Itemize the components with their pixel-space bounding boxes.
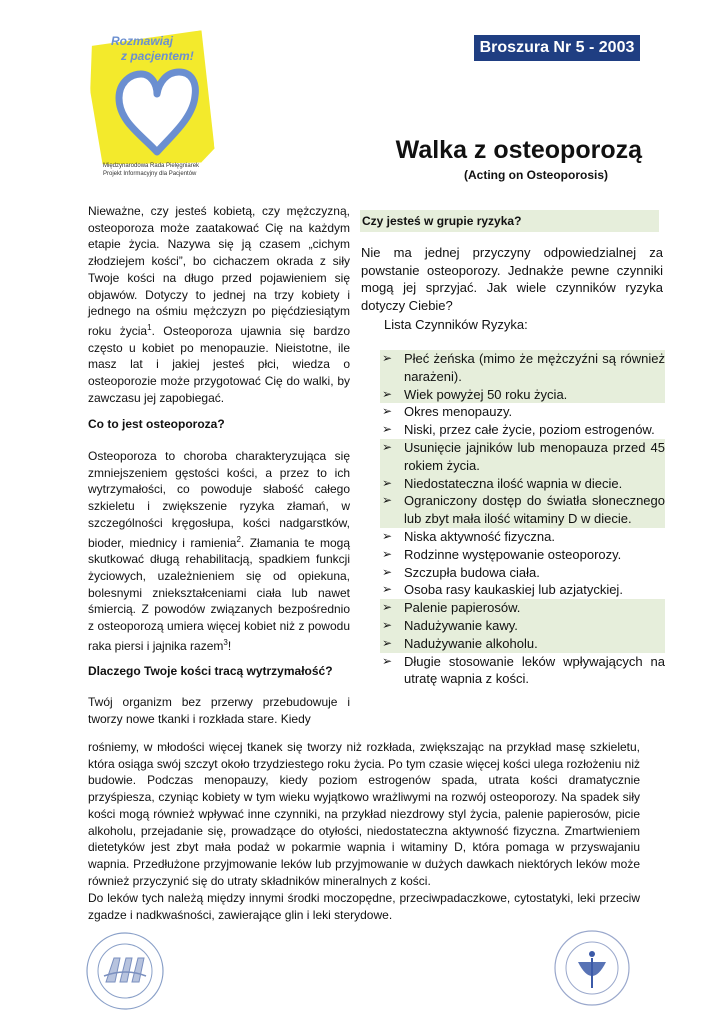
list-item: ➢ Wiek powyżej 50 roku życia. <box>380 386 665 404</box>
page-title: Walka z osteoporozą <box>395 136 642 164</box>
risk-heading: Czy jesteś w grupie ryzyka? <box>360 210 659 232</box>
list-item: ➢ Usunięcie jajników lub menopauza przed 45 rokiem życia. <box>382 439 665 473</box>
rozmawiaj-logo <box>85 22 225 182</box>
list-item: ➢ Nadużywanie kawy. <box>380 617 665 635</box>
arrow-bullet-icon: ➢ <box>382 422 393 437</box>
arrow-bullet-icon: ➢ <box>382 351 393 365</box>
list-item: ➢ Niski, przez całe życie, poziom estrogenów. <box>382 422 655 438</box>
risk-factor-list <box>380 350 665 688</box>
ptp-logo-icon <box>84 930 166 1012</box>
why-paragraph-lead: Twój organizm bez przerwy przebudowuje i tworzy nowe tkanki i rozkłada stare. Kiedy <box>88 695 350 726</box>
list-item: ➢ Palenie papierosów. <box>380 599 665 617</box>
arrow-bullet-icon: ➢ <box>382 528 393 543</box>
arrow-bullet-icon: ➢ <box>382 564 393 579</box>
arrow-bullet-icon: ➢ <box>382 582 393 597</box>
heart-icon <box>113 66 201 158</box>
list-item: ➢ Długie stosowanie leków wpływających na utratę wapnia z kości. <box>382 653 665 687</box>
arrow-bullet-icon: ➢ <box>382 635 393 650</box>
list-item: ➢ Osoba rasy kaukaskiej lub azjatyckiej. <box>382 582 623 598</box>
intro-paragraph: Nieważne, czy jesteś kobietą, czy mężczyzną, osteoporoza może zaatakować Cię na każdym etapie życia. Nazywa się ją czasem „cichym złodziejem kości”, bo cichaczem okrada z siły Twoje kości na długo przed pojawieniem się objawów. Dotyczy to jednej na trzy kobiety i jednego na ośmiu mężczyzn po pięćdziesiątym roku życia$^1$. Osteoporoza ujawnia się bardzo często u kobiet po menopauzie. Nieistotne, ile masz lat i jakiej jesteś płci, wiedza o osteoporozie może przygotować Cię do walki, by zawczasu jej zapobiegać. <box>88 204 350 405</box>
section-heading-what-is: Co to jest osteoporoza? <box>88 417 225 431</box>
what-is-paragraph: Osteoporoza to choroba charakteryzująca się zmniejszeniem gęstości kości, a przez to ich wytrzymałości, co powoduje słabość całego szkieletu i zwiększenie ryzyka złamań, w szczególności kręgosłupa, kości nadgarstków, bioder, miednicy i ramienia$^2$. Złamania te mogą skutkować długą rehabilitacją, spadkiem funkcji życiowych, uzależnieniem się od opiekuna, bolesnymi zniekształceniami ciała lub nawet śmiercią. Z powodów związanych bezpośrednio z osteoporozą umiera więcej kobiet niż z powodu raka piersi i jajnika razem$^3$! <box>88 449 350 653</box>
section-heading-why: Dlaczego Twoje kości tracą wytrzymałość? <box>88 664 333 678</box>
logo-text-line2: z pacjentem! <box>121 49 194 63</box>
risk-list-label: Lista Czynników Ryzyka: <box>384 317 528 332</box>
arrow-bullet-icon: ➢ <box>382 653 393 668</box>
arrow-bullet-icon: ➢ <box>382 600 393 615</box>
list-item: ➢ Szczupła budowa ciała. <box>382 564 540 580</box>
arrow-bullet-icon: ➢ <box>382 493 393 508</box>
page-subtitle: (Acting on Osteoporosis) <box>464 168 608 182</box>
why-paragraph-drugs: Do leków tych należą między innymi środki moczopędne, przeciwpadaczkowe, cytostatyki, leki przeciw zgadze i nadkwaśności, zawierające glin i leki sterydowe. <box>88 891 640 922</box>
arrow-bullet-icon: ➢ <box>382 475 393 490</box>
risk-intro-paragraph: Nie ma jednej przyczyny odpowiedzialnej za powstanie osteoporozy. Jednakże pewne czynniki mogą jej sprzyjać. Jak wiele czynników ryzyka dotyczy Ciebie? <box>361 245 663 313</box>
list-item: ➢ Okres menopauzy. <box>382 404 513 420</box>
list-item: ➢ Płeć żeńska (mimo że mężczyźni są również narażeni). <box>382 351 665 384</box>
logo-caption: Międzynarodowa Rada Pielęgniarek Projekt Informacyjny dla Pacjentów <box>103 163 200 177</box>
list-item: ➢ Niska aktywność fizyczna. <box>382 528 555 544</box>
arrow-bullet-icon: ➢ <box>382 439 393 454</box>
why-paragraph-body: rośniemy, w młodości więcej tkanek się tworzy niż rozkłada, zwiększając na przykład masę szkieletu, która osiąga swój szczyt około trzydziestego roku życia. Po tym czasie więcej kości ulega rozłożeniu niż budowie. Podczas menopauzy, kiedy poziom estrogenów spada, utrata kości dramatycznie przyśpiesza, czyniąc kobiety w tym wieku wyjątkowo wrażliwymi na rozwój osteoporozy. Na spadek siły kości mogą również wpływać inne czynniki, na przykład niezdrowy styl życia, palenie papierosów, picie alkoholu, przejadanie się, prowadzące do otyłości, niedostateczna aktywność fizyczna. Zmartwieniem dietetyków jest zbyt mała podaż w pokarmie wapnia i witaminy D, która pomaga w przyswajaniu wapnia. Przedłużone przyjmowanie leków lub przyjmowanie w dużych dawkach niektórych leków może również przyczynić się do utraty składników mineralnych z kości. <box>88 740 640 888</box>
arrow-bullet-icon: ➢ <box>382 386 393 401</box>
list-item: ➢ Rodzinne występowanie osteoporozy. <box>382 546 622 562</box>
arrow-bullet-icon: ➢ <box>382 546 393 561</box>
arrow-bullet-icon: ➢ <box>382 617 393 632</box>
logo-text-line1: Rozmawiaj <box>111 34 174 48</box>
list-item: ➢ Nadużywanie alkoholu. <box>380 635 665 653</box>
list-item: ➢ Niedostateczna ilość wapnia w diecie. <box>380 475 665 493</box>
brochure-number-badge: Broszura Nr 5 - 2003 <box>474 35 640 61</box>
icn-logo-icon <box>552 928 632 1008</box>
list-item: ➢ Ograniczony dostęp do światła słonecznego lub zbyt mała ilość witaminy D w diecie. <box>382 493 665 527</box>
arrow-bullet-icon: ➢ <box>382 404 393 419</box>
